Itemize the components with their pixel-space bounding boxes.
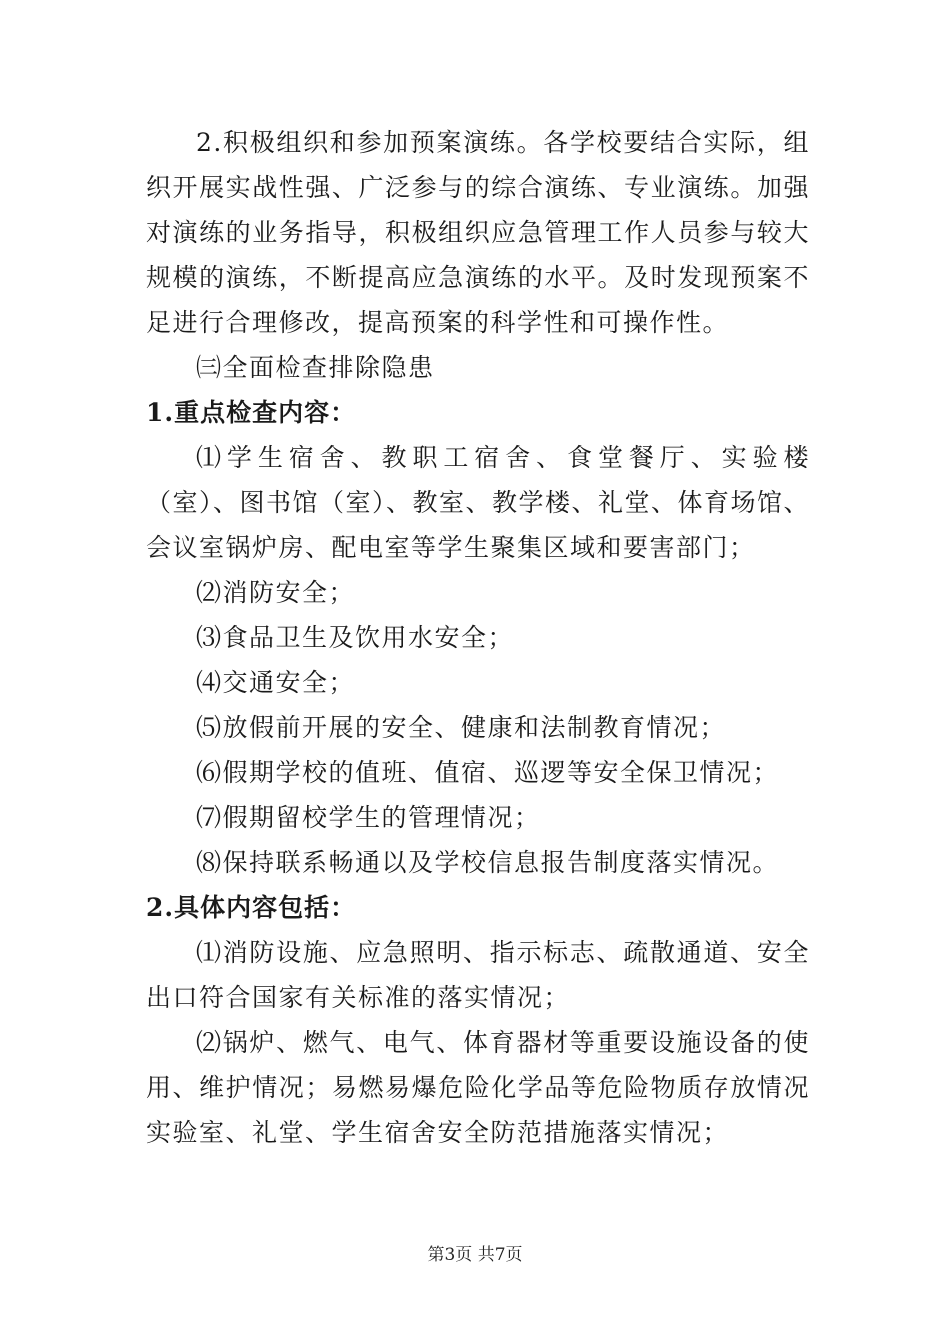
list-item: ⑵锅炉、燃气、电气、体育器材等重要设施设备的使用、维护情况；易燃易爆危险化学品等危险物质存放情况实验室、礼堂、学生宿舍安全防范措施落实情况；	[146, 1028, 810, 1147]
list-item: ⑵消防安全；	[196, 578, 356, 607]
subheading-specific-items: 2.具体内容包括：	[146, 893, 357, 922]
list-item: ⑹假期学校的值班、值宿、巡逻等安全保卫情况；	[196, 758, 780, 787]
document-body	[146, 120, 810, 1155]
list-item: ⑷交通安全；	[196, 668, 356, 697]
list-item: ⑶食品卫生及饮用水安全；	[196, 623, 515, 652]
list-item: ⑸放假前开展的安全、健康和法制教育情况；	[196, 713, 727, 742]
list-item: ⑻保持联系畅通以及学校信息报告制度落实情况。	[196, 848, 780, 877]
list-item: ⑺假期留校学生的管理情况；	[196, 803, 541, 832]
paragraph-drill: 2.积极组织和参加预案演练。各学校要结合实际，组织开展实战性强、广泛参与的综合演练、专业演练。加强对演练的业务指导，积极组织应急管理工作人员参与较大规模的演练，不断提高应急演练的水平。及时发现预案不足进行合理修改，提高预案的科学性和可操作性。	[146, 128, 810, 337]
subheading-key-items: 1.重点检查内容：	[146, 398, 357, 427]
list-item: ⑴消防设施、应急照明、指示标志、疏散通道、安全出口符合国家有关标准的落实情况；	[146, 938, 810, 1012]
list-item: ⑴学生宿舍、教职工宿舍、食堂餐厅、实验楼（室）、图书馆（室）、教室、教学楼、礼堂、体育场馆、会议室锅炉房、配电室等学生聚集区域和要害部门；	[146, 443, 811, 562]
page-number-footer: 第3页 共7页	[427, 1245, 523, 1265]
section-heading-inspection: ㈢全面检查排除隐患	[196, 353, 435, 382]
